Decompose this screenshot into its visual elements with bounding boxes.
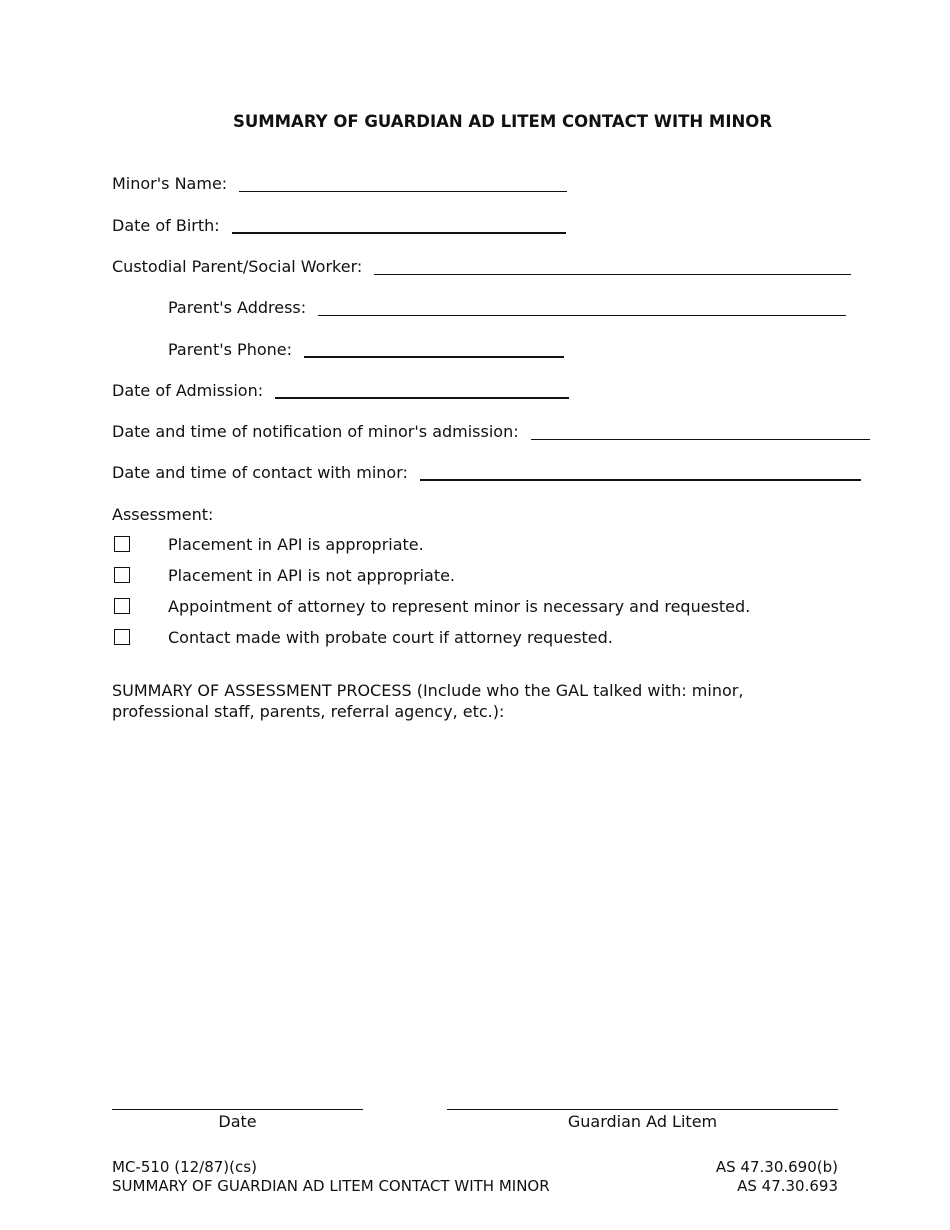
date-of-birth-row: [112, 216, 566, 238]
form-code: MC-510 (12/87)(cs): [112, 1158, 257, 1176]
parent-phone-row: [168, 340, 564, 362]
custodial-parent-label: Custodial Parent/Social Worker:: [112, 257, 363, 276]
date-of-birth-field[interactable]: [232, 232, 566, 234]
contact-datetime-row: [112, 463, 861, 485]
summary-instructions: SUMMARY OF ASSESSMENT PROCESS (Include who the GAL talked with: minor, professional staff, parents, referral agency, etc.):: [112, 681, 744, 721]
assessment-heading: Assessment:: [112, 505, 214, 524]
minor-name-label: Minor's Name:: [112, 174, 228, 193]
summary-text-area[interactable]: [112, 730, 838, 1090]
parent-phone-label: Parent's Phone:: [168, 340, 292, 359]
assessment-checkbox-appropriate[interactable]: [114, 536, 130, 552]
date-of-birth-label: Date of Birth:: [112, 216, 220, 235]
statute-reference: AS 47.30.690(b): [715, 1158, 838, 1176]
statute-reference: AS 47.30.693: [737, 1177, 838, 1195]
notification-datetime-field[interactable]: [531, 439, 870, 440]
assessment-option-label: Placement in API is not appropriate.: [168, 566, 456, 585]
contact-datetime-label: Date and time of contact with minor:: [112, 463, 408, 482]
minor-name-row: [112, 174, 567, 196]
custodial-parent-field[interactable]: [374, 274, 851, 275]
assessment-option-label: Placement in API is appropriate.: [168, 535, 424, 554]
form-title: SUMMARY OF GUARDIAN AD LITEM CONTACT WITH MINOR: [232, 112, 773, 131]
footer-right: [716, 1158, 838, 1196]
contact-datetime-field[interactable]: [420, 479, 861, 481]
assessment-option-label: Contact made with probate court if attorney requested.: [168, 628, 613, 647]
date-of-admission-field[interactable]: [275, 397, 569, 399]
parent-address-row: [168, 298, 846, 320]
assessment-checkbox-not-appropriate[interactable]: [114, 567, 130, 583]
gal-signature-label: Guardian Ad Litem: [567, 1112, 718, 1131]
assessment-checkbox-probate[interactable]: [114, 629, 130, 645]
parent-address-label: Parent's Address:: [168, 298, 307, 317]
date-signature-line[interactable]: [112, 1109, 363, 1110]
notification-datetime-label: Date and time of notification of minor's admission:: [112, 422, 519, 441]
gal-signature-line[interactable]: [447, 1109, 838, 1110]
parent-phone-field[interactable]: [304, 356, 564, 358]
parent-address-field[interactable]: [318, 315, 846, 316]
custodial-parent-row: [112, 257, 851, 279]
date-of-admission-label: Date of Admission:: [112, 381, 264, 400]
notification-datetime-row: [112, 422, 870, 444]
footer-left: [112, 1158, 550, 1196]
assessment-checkbox-attorney[interactable]: [114, 598, 130, 614]
minor-name-field[interactable]: [239, 191, 567, 192]
assessment-option-label: Appointment of attorney to represent minor is necessary and requested.: [168, 597, 751, 616]
date-signature-label: Date: [218, 1112, 257, 1131]
footer-form-title: SUMMARY OF GUARDIAN AD LITEM CONTACT WITH MINOR: [112, 1177, 550, 1195]
date-of-admission-row: [112, 381, 569, 403]
